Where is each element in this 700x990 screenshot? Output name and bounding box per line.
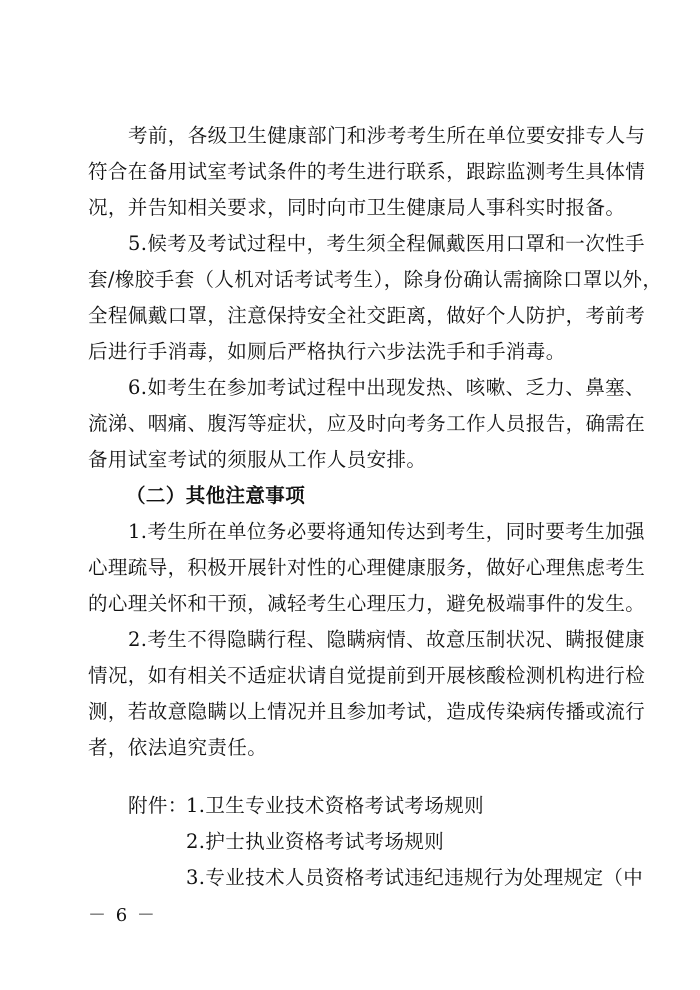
paragraph-line: 2.考生不得隐瞒行程、隐瞒病情、故意压制状况、瞒报健康 [128,628,645,651]
paragraph-line: 流涕、咽痛、腹泻等症状，应及时向考务工作人员报告，确需在 [88,412,646,435]
paragraph-line: 套/橡胶手套（人机对话考试考生），除身份确认需摘除口罩以外， [88,268,663,291]
paragraph-line: 情况，如有相关不适症状请自觉提前到开展核酸检测机构进行检 [88,664,646,687]
attachment-item: 1.卫生专业技术资格考试考场规则 [186,794,485,817]
page-number: － 6 － [88,905,157,926]
section-heading: （二）其他注意事项 [126,484,306,507]
paragraph-line: 测，若故意隐瞒以上情况并且参加考试，造成传染病传播或流行 [88,700,646,723]
paragraph-line: 考前，各级卫生健康部门和涉考考生所在单位要安排专人与 [128,124,646,147]
attachment-item: 2.护士执业资格考试考场规则 [186,830,445,853]
paragraph-line: 符合在备用试室考试条件的考生进行联系，跟踪监测考生具体情 [88,160,646,183]
paragraph-line: 6.如考生在参加考试过程中出现发热、咳嗽、乏力、鼻塞、 [128,376,645,399]
attachments-label: 附件： [128,794,188,817]
paragraph-line: 5.候考及考试过程中，考生须全程佩戴医用口罩和一次性手 [128,232,645,255]
attachment-item: 3.专业技术人员资格考试违纪违规行为处理规定（中 [186,866,644,889]
paragraph-line: 的心理关怀和干预，减轻考生心理压力，避免极端事件的发生。 [88,592,646,615]
paragraph-line: 心理疏导，积极开展针对性的心理健康服务，做好心理焦虑考生 [88,556,646,579]
paragraph-line: 者，依法追究责任。 [88,736,268,759]
paragraph-line: 后进行手消毒，如厕后严格执行六步法洗手和手消毒。 [88,340,566,363]
paragraph-line: 况，并告知相关要求，同时向市卫生健康局人事科实时报备。 [88,196,626,219]
paragraph-line: 1.考生所在单位务必要将通知传达到考生，同时要考生加强 [128,520,645,543]
paragraph-line: 备用试室考试的须服从工作人员安排。 [88,448,427,471]
paragraph-line: 全程佩戴口罩，注意保持安全社交距离，做好个人防护，考前考 [88,304,646,327]
